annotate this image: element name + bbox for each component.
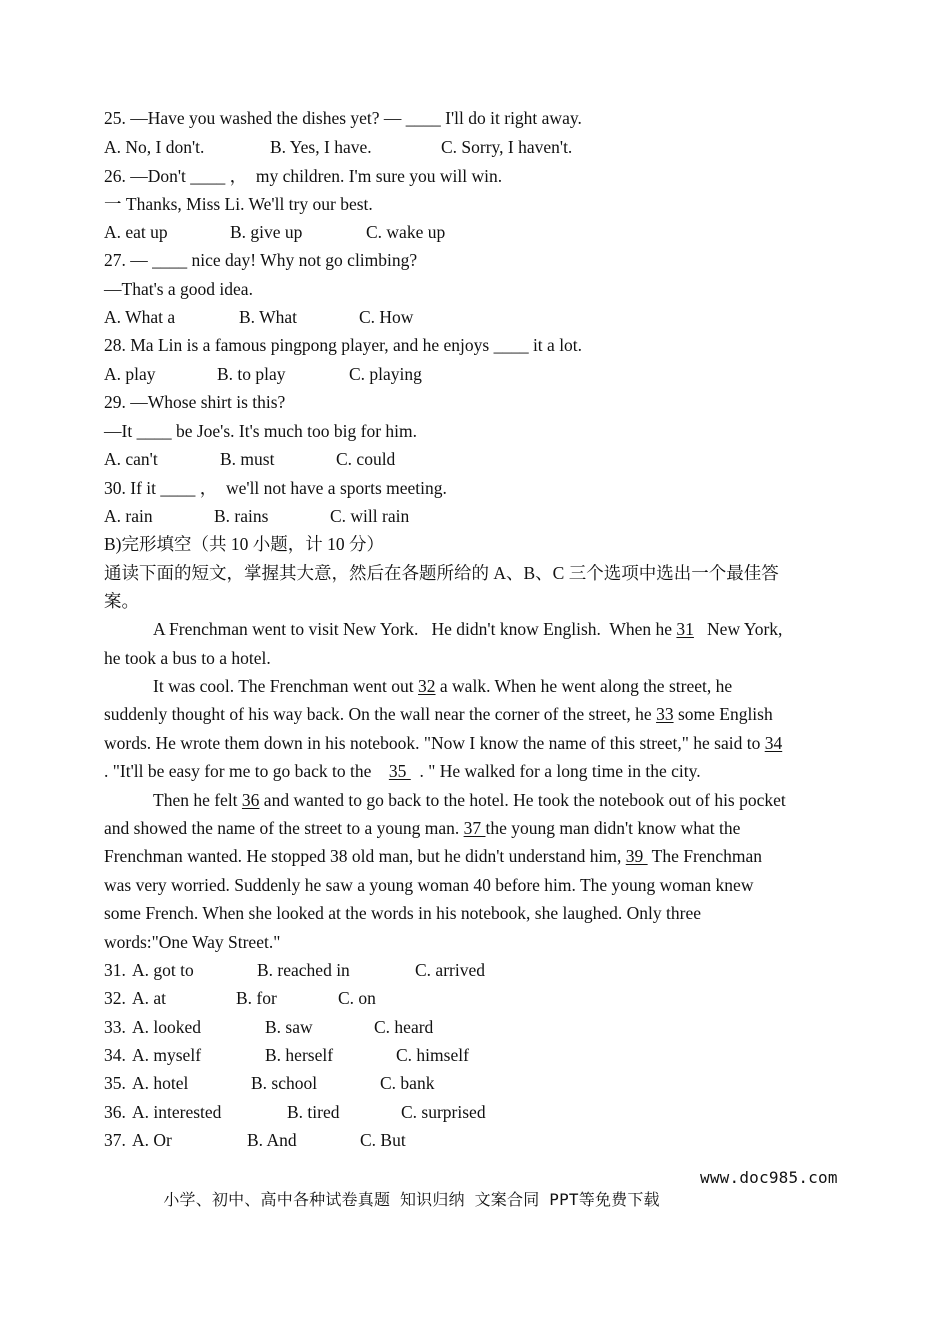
question-32-option-b: B. for bbox=[236, 988, 277, 1008]
passage-line: some French. When she looked at the words in his notebook, she laughed. Only three bbox=[104, 903, 701, 923]
question-28-option-b: B. to play bbox=[217, 364, 286, 384]
question-26-option-c: C. wake up bbox=[366, 222, 446, 242]
question-26-reply: 一 Thanks, Miss Li. We'll try our best. bbox=[104, 194, 373, 214]
question-31-number: 31. bbox=[104, 960, 126, 980]
question-34-option-c: C. himself bbox=[396, 1045, 469, 1065]
passage-text: and wanted to go back to the hotel. He took the notebook out of his pocket bbox=[259, 790, 786, 810]
question-28-option-c: C. playing bbox=[349, 364, 422, 384]
question-37-option-a: A. Or bbox=[132, 1130, 172, 1150]
blank-31: 31 bbox=[676, 619, 694, 639]
question-29-option-a: A. can't bbox=[104, 449, 158, 469]
question-30-option-c: C. will rain bbox=[330, 506, 410, 526]
passage-text: a walk. When he went along the street, he bbox=[435, 676, 733, 696]
question-25-option-b: B. Yes, I have. bbox=[270, 137, 372, 157]
passage-text: The Frenchman bbox=[647, 846, 762, 866]
footer bbox=[124, 1168, 838, 1248]
question-26-option-a: A. eat up bbox=[104, 222, 168, 242]
question-27-stem: 27. — ____ nice day! Why not go climbing? bbox=[104, 250, 418, 270]
passage-text: and showed the name of the street to a young man. bbox=[104, 818, 464, 838]
blank-33: 33 bbox=[656, 704, 674, 724]
question-35-option-c: C. bank bbox=[380, 1073, 435, 1093]
passage-text: some English bbox=[673, 704, 773, 724]
question-29-option-b: B. must bbox=[220, 449, 275, 469]
passage-line: he took a bus to a hotel. bbox=[104, 648, 271, 668]
blank-32: 32 bbox=[418, 676, 436, 696]
passage-text: It was cool. The Frenchman went out bbox=[153, 676, 419, 696]
question-36-number: 36. bbox=[104, 1102, 126, 1122]
passage-text: Frenchman wanted. He stopped 38 old man, but he didn't understand him, bbox=[104, 846, 626, 866]
question-29-reply: —It ____ be Joe's. It's much too big for him. bbox=[104, 421, 418, 441]
section-b-instruction-line-1: 通读下面的短文，掌握其大意，然后在各题所给的 A、B、C 三个选项中选出一个最佳答 bbox=[104, 563, 779, 583]
passage-line: words:"One Way Street." bbox=[104, 932, 281, 952]
passage-line bbox=[104, 618, 782, 640]
passage-text: the young man didn't know what the bbox=[485, 818, 741, 838]
question-37-option-c: C. But bbox=[360, 1130, 406, 1150]
question-37-number: 37. bbox=[104, 1130, 126, 1150]
question-33-number: 33. bbox=[104, 1017, 126, 1037]
question-34-option-a: A. myself bbox=[132, 1045, 202, 1065]
blank-36: 36 bbox=[241, 790, 260, 810]
question-35-number: 35. bbox=[104, 1073, 126, 1093]
question-33-option-b: B. saw bbox=[265, 1017, 313, 1037]
passage-text: suddenly thought of his way back. On the wall near the corner of the street, he bbox=[104, 704, 657, 724]
question-34-number: 34. bbox=[104, 1045, 126, 1065]
passage-text: Then he felt bbox=[153, 790, 242, 810]
question-32-option-c: C. on bbox=[338, 988, 376, 1008]
question-27-option-b: B. What bbox=[239, 307, 298, 327]
question-33-option-c: C. heard bbox=[374, 1017, 434, 1037]
question-36-option-c: C. surprised bbox=[401, 1102, 486, 1122]
passage-line bbox=[104, 789, 786, 811]
passage-line bbox=[104, 732, 782, 754]
footer-text: 小学、初中、高中各种试卷真题 知识归纳 文案合同 PPT等免费下载 bbox=[163, 1190, 660, 1209]
passage-text: A Frenchman went to visit New York. He didn't know English. When he bbox=[153, 619, 677, 639]
question-28-stem: 28. Ma Lin is a famous pingpong player, and he enjoys ____ it a lot. bbox=[104, 335, 583, 355]
section-b-heading: B)完形填空（共 10 小题，计 10 分） bbox=[104, 534, 384, 554]
blank-35: 35 bbox=[388, 761, 411, 781]
question-34-option-b: B. herself bbox=[265, 1045, 334, 1065]
passage-line bbox=[104, 760, 701, 782]
question-29-stem: 29. —Whose shirt is this? bbox=[104, 392, 286, 412]
question-28-option-a: A. play bbox=[104, 364, 156, 384]
passage-text: . " He walked for a long time in the city. bbox=[410, 761, 701, 781]
blank-37: 37 bbox=[463, 818, 486, 838]
question-36-option-a: A. interested bbox=[132, 1102, 222, 1122]
question-30-option-b: B. rains bbox=[214, 506, 269, 526]
question-25-option-c: C. Sorry, I haven't. bbox=[441, 137, 573, 157]
question-31-option-b: B. reached in bbox=[257, 960, 350, 980]
question-27-option-c: C. How bbox=[359, 307, 414, 327]
question-25-option-a: A. No, I don't. bbox=[104, 137, 205, 157]
question-30-stem: 30. If it ____ ， we'll not have a sports meeting. bbox=[104, 478, 447, 498]
section-b-instruction-line-2: 案。 bbox=[104, 591, 139, 611]
question-25-stem: 25. —Have you washed the dishes yet? — ____ I'll do it right away. bbox=[104, 108, 582, 128]
question-33-option-a: A. looked bbox=[132, 1017, 202, 1037]
passage-line bbox=[104, 817, 740, 839]
passage-text: New York, bbox=[693, 619, 783, 639]
passage-line: was very worried. Suddenly he saw a young woman 40 before him. The young woman knew bbox=[104, 875, 754, 895]
question-31-option-c: C. arrived bbox=[415, 960, 485, 980]
question-27-option-a: A. What a bbox=[104, 307, 176, 327]
blank-39: 39 bbox=[625, 846, 648, 866]
question-32-option-a: A. at bbox=[132, 988, 167, 1008]
question-29-option-c: C. could bbox=[336, 449, 396, 469]
passage-text: words. He wrote them down in his notebook. "Now I know the name of this street," he said to bbox=[104, 733, 765, 753]
question-30-option-a: A. rain bbox=[104, 506, 153, 526]
question-35-option-b: B. school bbox=[251, 1073, 318, 1093]
question-26-option-b: B. give up bbox=[230, 222, 303, 242]
question-37-option-b: B. And bbox=[247, 1130, 297, 1150]
question-31-option-a: A. got to bbox=[132, 960, 194, 980]
passage-line bbox=[104, 845, 762, 867]
question-32-number: 32. bbox=[104, 988, 126, 1008]
footer-url[interactable]: www.doc985.com bbox=[700, 1168, 838, 1187]
passage-line bbox=[104, 675, 732, 697]
passage-text: . "It'll be easy for me to go back to the bbox=[104, 761, 389, 781]
passage-line bbox=[104, 703, 773, 725]
question-36-option-b: B. tired bbox=[287, 1102, 340, 1122]
question-26-stem: 26. —Don't ____ ， my children. I'm sure you will win. bbox=[104, 166, 503, 186]
question-35-option-a: A. hotel bbox=[132, 1073, 189, 1093]
blank-34: 34 bbox=[764, 733, 783, 753]
question-27-reply: —That's a good idea. bbox=[104, 279, 253, 299]
